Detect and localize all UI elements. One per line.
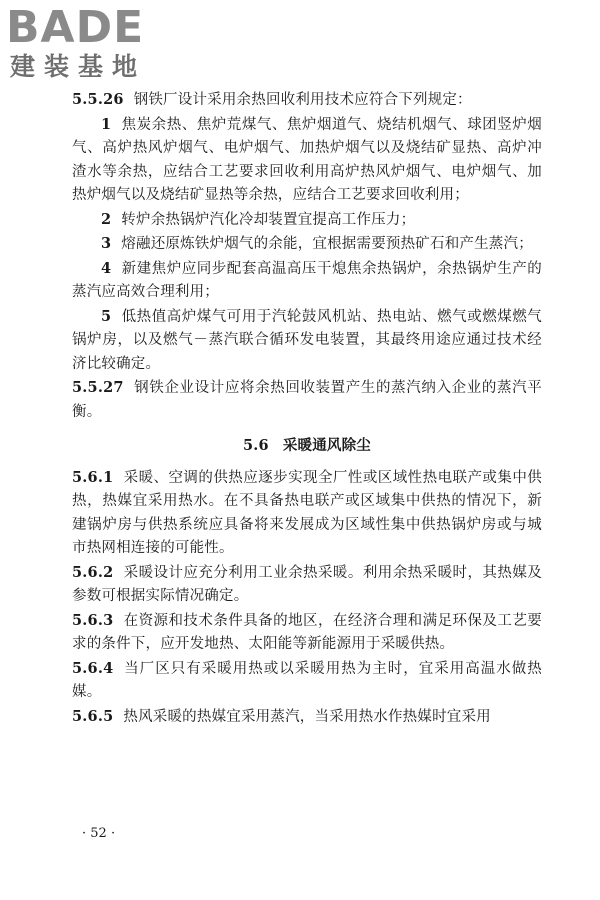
clause-5-5-26: 5.5.26 钢铁厂设计采用余热回收利用技术应符合下列规定：	[72, 91, 472, 108]
clause-item-2: 2 转炉余热锅炉汽化冷却装置宜提高工作压力；	[101, 210, 416, 228]
clause-5-6-5: 5.6.5 热风采暖的热媒宜采用蒸汽，当采用热水作热媒时宜采用	[72, 707, 491, 725]
clause-5-6-1: 5.6.1 采暖、空调的供热应逐步实现全厂性或区域性热电联产或集中供热，热媒宜采用热水。在不具备热电联产或区域集中供热的情况下，新建锅炉房与供热系统应具备将来发展成为区域性集中供热锅炉房或与城市热网相连接的可能性。	[72, 468, 542, 556]
logo	[6, 4, 176, 82]
clause-5-5-27: 5.5.27 钢铁企业设计应将余热回收装置产生的蒸汽纳入企业的蒸汽平衡。	[72, 379, 542, 420]
clause-5-6-3: 5.6.3 在资源和技术条件具备的地区，在经济合理和满足环保及工艺要求的条件下，应开发地热、太阳能等新能源用于采暖供热。	[72, 611, 542, 652]
page-number: · 52 ·	[82, 826, 116, 841]
clause-item-4: 4 新建焦炉应同步配套高温高压干熄焦余热锅炉，余热锅炉生产的蒸汽应高效合理利用；	[72, 259, 542, 300]
clause-item-3: 3 熔融还原炼铁炉烟气的余能，宜根据需要预热矿石和产生蒸汽；	[101, 235, 533, 252]
clause-item-5: 5 低热值高炉煤气可用于汽轮鼓风机站、热电站、燃气或燃煤燃气锅炉房，以及燃气－蒸汽联合循环发电装置，其最终用途应通过技术经济比较确定。	[72, 307, 542, 372]
clause-item-1: 1 焦炭余热、焦炉荒煤气、焦炉烟道气、烧结机烟气、球团竖炉烟气、高炉热风炉烟气、电炉烟气、加热炉烟气以及烧结矿显热、高炉冲渣水等余热，应结合工艺要求回收利用高炉热风炉烟气、电炉烟气、加热炉烟气以及烧结矿显热等余热，应结合工艺要求回收利用；	[72, 115, 542, 203]
section-heading: 5.6 采暖通风除尘	[242, 437, 372, 454]
logo-wordmark: BADE	[6, 2, 145, 53]
document-body	[72, 88, 542, 729]
clause-5-6-2: 5.6.2 采暖设计应充分利用工业余热采暖。利用余热采暖时，其热媒及参数可根据实际情况确定。	[72, 563, 542, 604]
logo-subtitle: 建装基地	[10, 52, 147, 81]
clause-5-6-4: 5.6.4 当厂区只有采暖用热或以采暖用热为主时，宜采用高温水做热媒。	[72, 659, 542, 700]
